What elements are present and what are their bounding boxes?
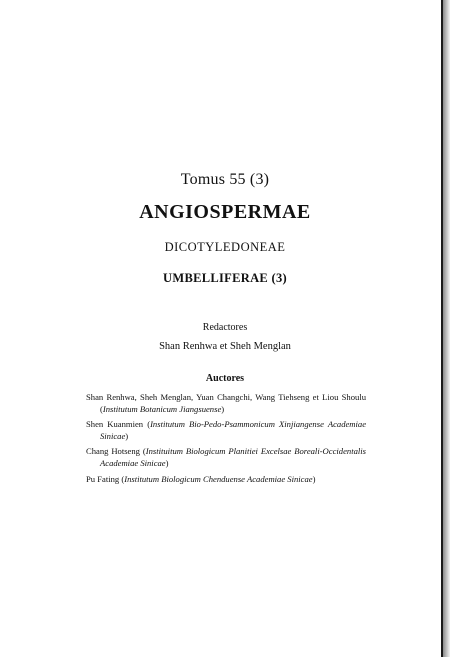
auctor-institution: Institutum Biologicum Chenduense Academiae Sinicae: [124, 473, 313, 484]
auctor-names: Chang Hotseng: [86, 446, 140, 457]
auctor-entry: Pu Fating (Institutum Biologicum Chenduense Academiae Sinicae): [86, 473, 316, 484]
auctor-institution: Institutum Botanicum Jiangsuense: [102, 404, 222, 415]
auctor-names: Shan Renhwa, Sheh Menglan, Yuan Changchi, Wang Tiehseng et Liou Shoulu: [86, 392, 366, 402]
family-name: UMBELLIFERAE (3): [163, 271, 287, 285]
redactores-label: Redactores: [202, 322, 248, 333]
page-edge-shadow: [443, 0, 450, 657]
auctor-entry: Shan Renhwa, Sheh Menglan, Yuan Changchi, Wang Tiehseng et Liou Shoulu (Institutum Botanicum Jiangsuense): [86, 392, 366, 415]
auctor-entry: Shen Kuanmien (Institutum Bio-Pedo-Psammonicum Xinjiangense Academiae Sinicae): [86, 419, 367, 442]
auctores-label: Auctores: [205, 373, 245, 384]
auctor-institution: Institutum Bio-Pedo-Psammonicum Xinjiangense Academiae Sinicae: [100, 419, 367, 442]
auctor-entry: Chang Hotseng (Instituitum Biologicum Planitiei Excelsae Boreali-Occidentalis Academiae Sinicae): [86, 446, 366, 469]
page-title: ANGIOSPERMAE: [139, 201, 311, 223]
volume-number: Tomus 55 (3): [180, 171, 270, 188]
auctor-institution: Instituitum Biologicum Planitiei Excelsae Boreali-Occidentalis Academiae Sinicae: [100, 446, 366, 469]
auctor-names: Pu Fating: [86, 473, 120, 484]
subtitle: DICOTYLEDONEAE: [164, 240, 286, 254]
auctor-names: Shen Kuanmien: [86, 419, 144, 430]
auctores-list: [86, 391, 366, 488]
redactores-names: Shan Renhwa et Sheh Menglan: [159, 341, 291, 352]
